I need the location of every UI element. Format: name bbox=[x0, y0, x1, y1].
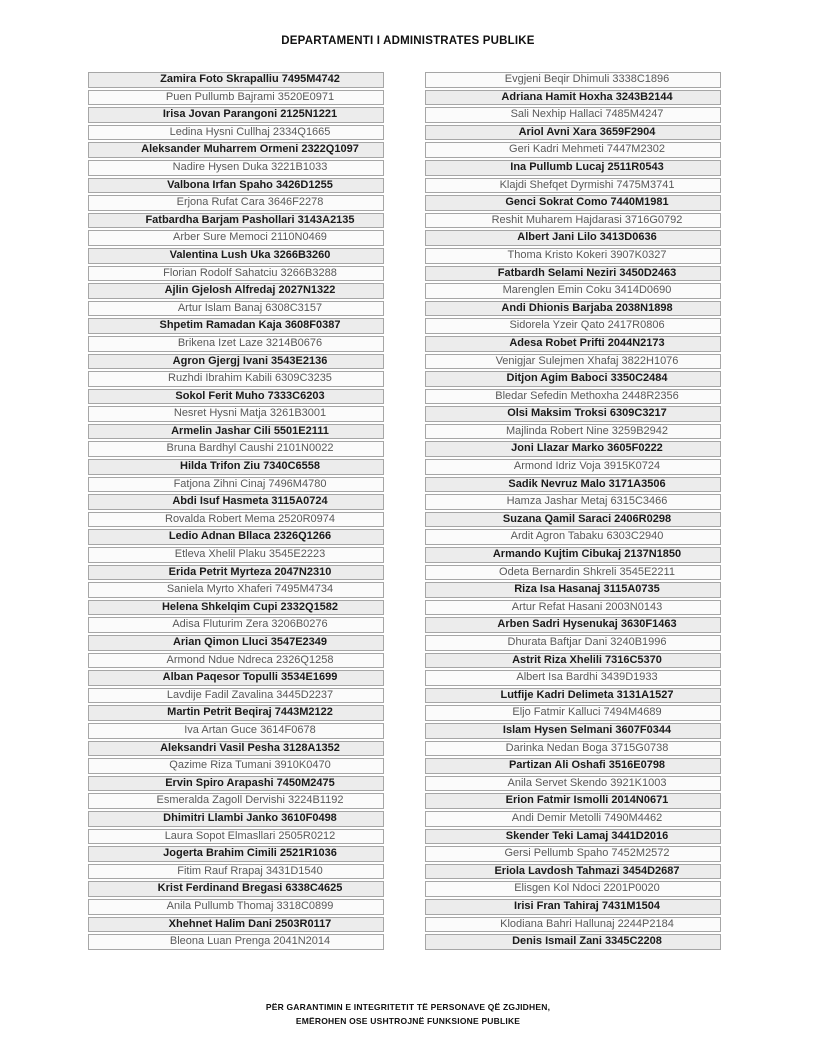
list-item: Sidorela Yzeir Qato 2417R0806 bbox=[425, 318, 721, 334]
list-item: Partizan Ali Oshafi 3516E0798 bbox=[425, 758, 721, 774]
list-item: Thoma Kristo Kokeri 3907K0327 bbox=[425, 248, 721, 264]
list-item: Laura Sopot Elmasllari 2505R0212 bbox=[88, 829, 384, 845]
list-item: Armond Idriz Voja 3915K0724 bbox=[425, 459, 721, 475]
list-item: Sadik Nevruz Malo 3171A3506 bbox=[425, 477, 721, 493]
list-item: Etleva Xhelil Plaku 3545E2223 bbox=[88, 547, 384, 563]
list-item: Arber Sure Memoci 2110N0469 bbox=[88, 230, 384, 246]
list-item: Artur Islam Banaj 6308C3157 bbox=[88, 301, 384, 317]
list-item: Ardit Agron Tabaku 6303C2940 bbox=[425, 529, 721, 545]
list-item: Klajdi Shefqet Dyrmishi 7475M3741 bbox=[425, 178, 721, 194]
list-item: Xhehnet Halim Dani 2503R0117 bbox=[88, 917, 384, 933]
list-item: Bleona Luan Prenga 2041N2014 bbox=[88, 934, 384, 950]
list-item: Adesa Robet Prifti 2044N2173 bbox=[425, 336, 721, 352]
list-item: Eljo Fatmir Kalluci 7494M4689 bbox=[425, 705, 721, 721]
list-item: Erion Fatmir Ismolli 2014N0671 bbox=[425, 793, 721, 809]
list-item: Martin Petrit Beqiraj 7443M2122 bbox=[88, 705, 384, 721]
list-item: Esmeralda Zagoll Dervishi 3224B1192 bbox=[88, 793, 384, 809]
list-item: Venigjar Sulejmen Xhafaj 3822H1076 bbox=[425, 354, 721, 370]
roster-column-left bbox=[88, 72, 384, 952]
list-item: Aleksander Muharrem Ormeni 2322Q1097 bbox=[88, 142, 384, 158]
list-item: Adisa Fluturim Zera 3206B0276 bbox=[88, 617, 384, 633]
list-item: Ruzhdi Ibrahim Kabili 6309C3235 bbox=[88, 371, 384, 387]
list-item: Hilda Trifon Ziu 7340C6558 bbox=[88, 459, 384, 475]
roster-column-right bbox=[425, 72, 721, 952]
list-item: Erida Petrit Myrteza 2047N2310 bbox=[88, 565, 384, 581]
list-item: Bledar Sefedin Methoxha 2448R2356 bbox=[425, 389, 721, 405]
list-item: Dhimitri Llambi Janko 3610F0498 bbox=[88, 811, 384, 827]
list-item: Qazime Riza Tumani 3910K0470 bbox=[88, 758, 384, 774]
list-item: Elisgen Kol Ndoci 2201P0020 bbox=[425, 881, 721, 897]
list-item: Anila Servet Skendo 3921K1003 bbox=[425, 776, 721, 792]
list-item: Gersi Pellumb Spaho 7452M2572 bbox=[425, 846, 721, 862]
list-item: Fatjona Zihni Cinaj 7496M4780 bbox=[88, 477, 384, 493]
list-item: Joni Llazar Marko 3605F0222 bbox=[425, 441, 721, 457]
list-item: Lavdije Fadil Zavalina 3445D2237 bbox=[88, 688, 384, 704]
list-item: Ina Pullumb Lucaj 2511R0543 bbox=[425, 160, 721, 176]
list-item: Majlinda Robert Nine 3259B2942 bbox=[425, 424, 721, 440]
list-item: Ervin Spiro Arapashi 7450M2475 bbox=[88, 776, 384, 792]
list-item: Geri Kadri Mehmeti 7447M2302 bbox=[425, 142, 721, 158]
list-item: Alban Paqesor Topulli 3534E1699 bbox=[88, 670, 384, 686]
list-item: Adriana Hamit Hoxha 3243B2144 bbox=[425, 90, 721, 106]
list-item: Andi Demir Metolli 7490M4462 bbox=[425, 811, 721, 827]
list-item: Albert Jani Lilo 3413D0636 bbox=[425, 230, 721, 246]
list-item: Saniela Myrto Xhaferi 7495M4734 bbox=[88, 582, 384, 598]
list-item: Anila Pullumb Thomaj 3318C0899 bbox=[88, 899, 384, 915]
list-item: Irisa Jovan Parangoni 2125N1221 bbox=[88, 107, 384, 123]
list-item: Abdi Isuf Hasmeta 3115A0724 bbox=[88, 494, 384, 510]
list-item: Lutfije Kadri Delimeta 3131A1527 bbox=[425, 688, 721, 704]
list-item: Ariol Avni Xara 3659F2904 bbox=[425, 125, 721, 141]
list-item: Fatbardha Barjam Pashollari 3143A2135 bbox=[88, 213, 384, 229]
list-item: Reshit Muharem Hajdarasi 3716G0792 bbox=[425, 213, 721, 229]
page-title: DEPARTAMENTI I ADMINISTRATES PUBLIKE bbox=[281, 35, 535, 47]
list-item: Artur Refat Hasani 2003N0143 bbox=[425, 600, 721, 616]
list-item: Ajlin Gjelosh Alfredaj 2027N1322 bbox=[88, 283, 384, 299]
list-item: Olsi Maksim Troksi 6309C3217 bbox=[425, 406, 721, 422]
list-item: Irisi Fran Tahiraj 7431M1504 bbox=[425, 899, 721, 915]
list-item: Armelin Jashar Cili 5501E2111 bbox=[88, 424, 384, 440]
list-item: Ditjon Agim Baboci 3350C2484 bbox=[425, 371, 721, 387]
list-item: Sokol Ferit Muho 7333C6203 bbox=[88, 389, 384, 405]
list-item: Valbona Irfan Spaho 3426D1255 bbox=[88, 178, 384, 194]
footer-line-2: EMËROHEN OSE USHTROJNË FUNKSIONE PUBLIKE bbox=[295, 1016, 521, 1026]
list-item: Brikena Izet Laze 3214B0676 bbox=[88, 336, 384, 352]
list-item: Genci Sokrat Como 7440M1981 bbox=[425, 195, 721, 211]
list-item: Arian Qimon Lluci 3547E2349 bbox=[88, 635, 384, 651]
list-item: Sali Nexhip Hallaci 7485M4247 bbox=[425, 107, 721, 123]
list-item: Denis Ismail Zani 3345C2208 bbox=[425, 934, 721, 950]
list-item: Marenglen Emin Coku 3414D0690 bbox=[425, 283, 721, 299]
list-item: Fitim Rauf Rrapaj 3431D1540 bbox=[88, 864, 384, 880]
list-item: Odeta Bernardin Shkreli 3545E2211 bbox=[425, 565, 721, 581]
list-item: Valentina Lush Uka 3266B3260 bbox=[88, 248, 384, 264]
list-item: Armando Kujtim Cibukaj 2137N1850 bbox=[425, 547, 721, 563]
list-item: Astrit Riza Xhelili 7316C5370 bbox=[425, 653, 721, 669]
list-item: Helena Shkelqim Cupi 2332Q1582 bbox=[88, 600, 384, 616]
list-item: Rovalda Robert Mema 2520R0974 bbox=[88, 512, 384, 528]
list-item: Erjona Rufat Cara 3646F2278 bbox=[88, 195, 384, 211]
list-item: Aleksandri Vasil Pesha 3128A1352 bbox=[88, 741, 384, 757]
list-item: Armond Ndue Ndreca 2326Q1258 bbox=[88, 653, 384, 669]
footer-line-1: PËR GARANTIMIN E INTEGRITETIT TË PERSONAVE QË ZGJIDHEN, bbox=[265, 1002, 551, 1012]
list-item: Jogerta Brahim Cimili 2521R1036 bbox=[88, 846, 384, 862]
list-item: Nadire Hysen Duka 3221B1033 bbox=[88, 160, 384, 176]
list-item: Arben Sadri Hysenukaj 3630F1463 bbox=[425, 617, 721, 633]
list-item: Suzana Qamil Saraci 2406R0298 bbox=[425, 512, 721, 528]
list-item: Islam Hysen Selmani 3607F0344 bbox=[425, 723, 721, 739]
list-item: Florian Rodolf Sahatciu 3266B3288 bbox=[88, 266, 384, 282]
list-item: Shpetim Ramadan Kaja 3608F0387 bbox=[88, 318, 384, 334]
list-item: Dhurata Baftjar Dani 3240B1996 bbox=[425, 635, 721, 651]
list-item: Andi Dhionis Barjaba 2038N1898 bbox=[425, 301, 721, 317]
list-item: Puen Pullumb Bajrami 3520E0971 bbox=[88, 90, 384, 106]
roster-columns bbox=[88, 72, 721, 952]
list-item: Nesret Hysni Matja 3261B3001 bbox=[88, 406, 384, 422]
list-item: Eriola Lavdosh Tahmazi 3454D2687 bbox=[425, 864, 721, 880]
list-item: Evgjeni Beqir Dhimuli 3338C1896 bbox=[425, 72, 721, 88]
list-item: Bruna Bardhyl Caushi 2101N0022 bbox=[88, 441, 384, 457]
list-item: Fatbardh Selami Neziri 3450D2463 bbox=[425, 266, 721, 282]
list-item: Riza Isa Hasanaj 3115A0735 bbox=[425, 582, 721, 598]
list-item: Iva Artan Guce 3614F0678 bbox=[88, 723, 384, 739]
list-item: Hamza Jashar Metaj 6315C3466 bbox=[425, 494, 721, 510]
list-item: Albert Isa Bardhi 3439D1933 bbox=[425, 670, 721, 686]
page-footer bbox=[0, 1000, 816, 1028]
list-item: Skender Teki Lamaj 3441D2016 bbox=[425, 829, 721, 845]
list-item: Ledina Hysni Cullhaj 2334Q1665 bbox=[88, 125, 384, 141]
list-item: Klodiana Bahri Hallunaj 2244P2184 bbox=[425, 917, 721, 933]
list-item: Zamira Foto Skrapalliu 7495M4742 bbox=[88, 72, 384, 88]
list-item: Agron Gjergj Ivani 3543E2136 bbox=[88, 354, 384, 370]
list-item: Ledio Adnan Bllaca 2326Q1266 bbox=[88, 529, 384, 545]
list-item: Krist Ferdinand Bregasi 6338C4625 bbox=[88, 881, 384, 897]
list-item: Darinka Nedan Boga 3715G0738 bbox=[425, 741, 721, 757]
